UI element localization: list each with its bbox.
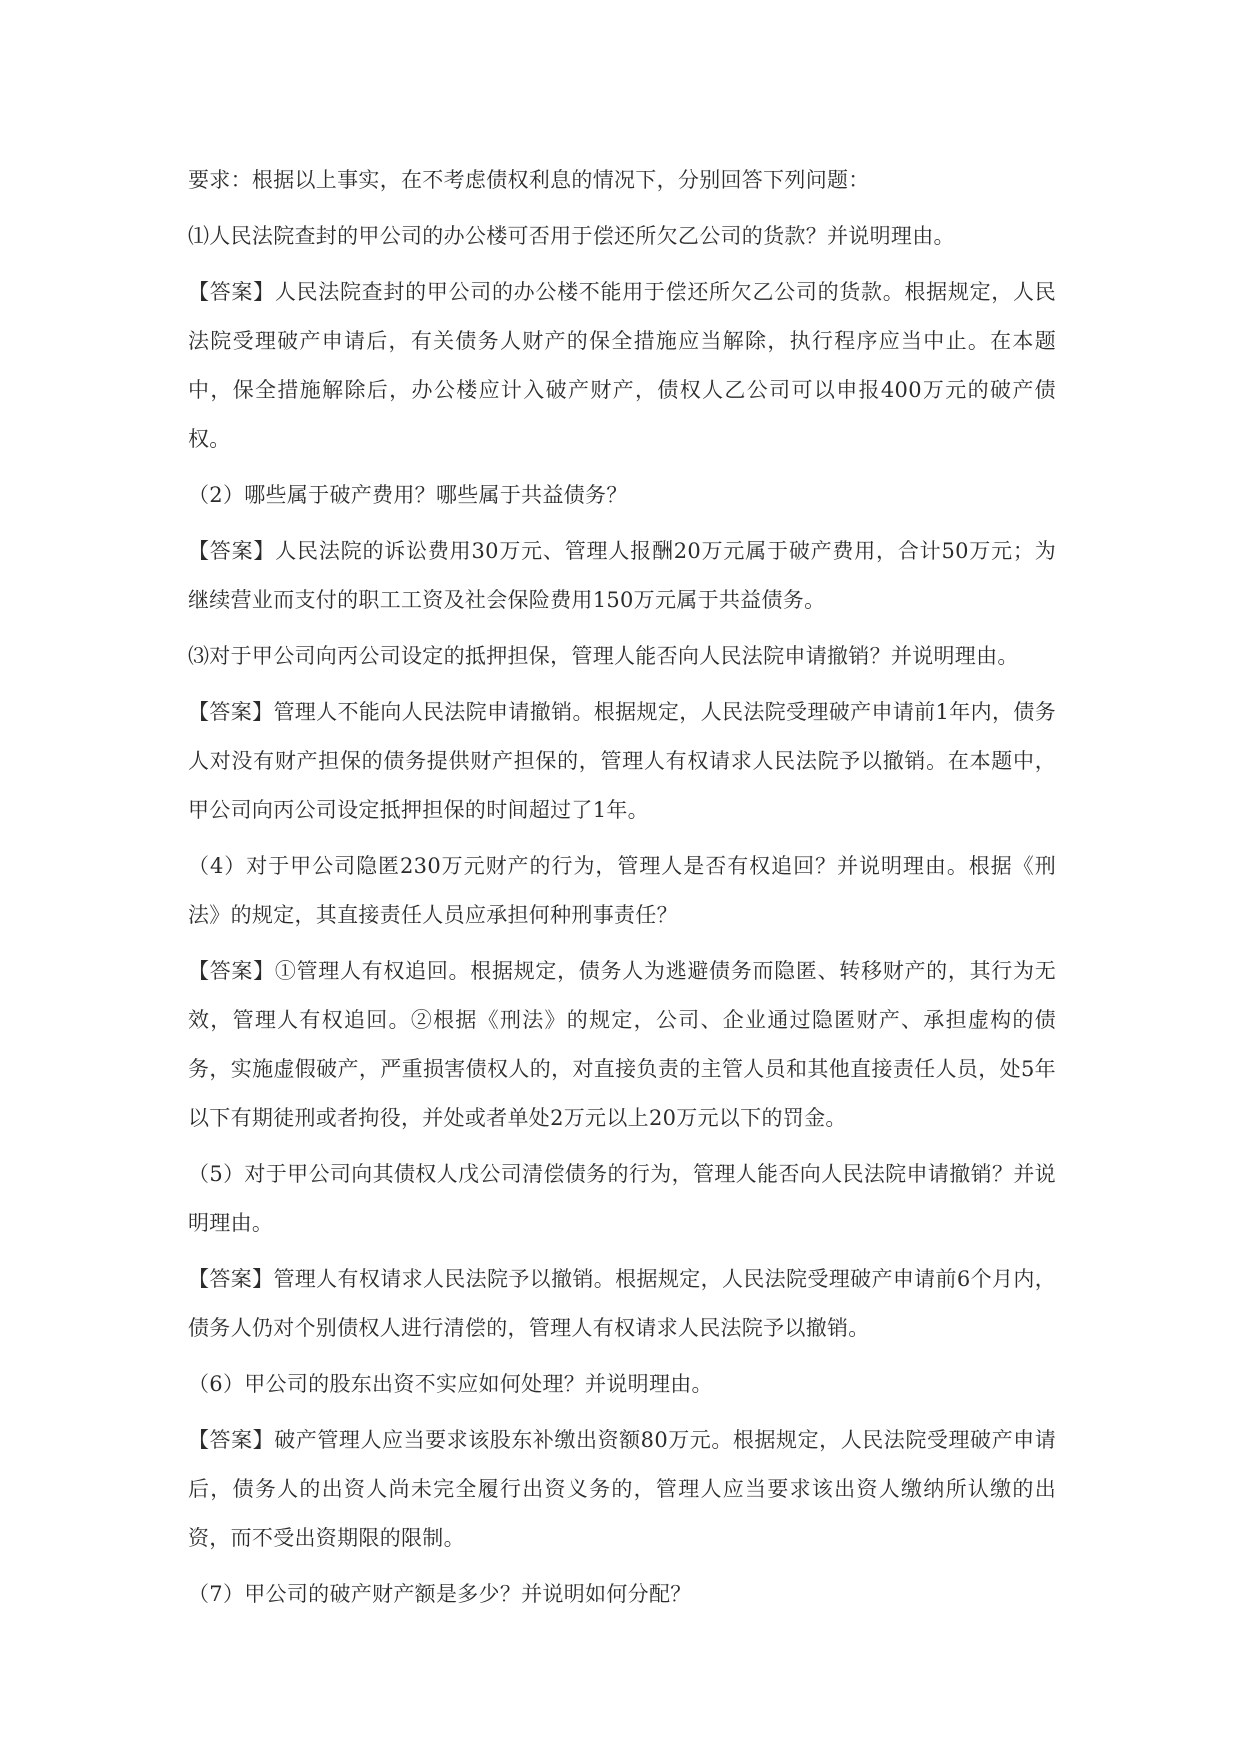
answer-tag: 【答案】	[188, 700, 274, 724]
answer-text: 管理人不能向人民法院申请撤销。根据规定，人民法院受理破产申请前1年内，债务人对没有财产担保的债务提供财产担保的，管理人有权请求人民法院予以撤销。在本题中，甲公司向丙公司设定抵押担保的时间超过了1年。	[188, 700, 1056, 822]
question-3: ⑶对于甲公司向丙公司设定的抵押担保，管理人能否向人民法院申请撤销？并说明理由。	[188, 644, 1019, 668]
answer-text: ①管理人有权追回。根据规定，债务人为逃避债务而隐匿、转移财产的，其行为无效，管理人有权追回。②根据《刑法》的规定，公司、企业通过隐匿财产、承担虚构的债务，实施虚假破产，严重损害债权人的，对直接负责的主管人员和其他直接责任人员，处5年以下有期徒刑或者拘役，并处或者单处2万元以上20万元以下的罚金。	[188, 959, 1056, 1130]
question-7: （7）甲公司的破产财产额是多少？并说明如何分配？	[188, 1582, 692, 1606]
question-1: ⑴人民法院查封的甲公司的办公楼可否用于偿还所欠乙公司的货款？并说明理由。	[188, 224, 955, 248]
answer-5	[188, 1255, 1056, 1353]
answer-text: 破产管理人应当要求该股东补缴出资额80万元。根据规定，人民法院受理破产申请后，债务人的出资人尚未完全履行出资义务的，管理人应当要求该出资人缴纳所认缴的出资，而不受出资期限的限制。	[188, 1428, 1056, 1550]
answer-text: 人民法院的诉讼费用30万元、管理人报酬20万元属于破产费用，合计50万元；为继续营业而支付的职工工资及社会保险费用150万元属于共益债务。	[188, 539, 1057, 612]
answer-tag: 【答案】	[188, 280, 275, 304]
question-5: （5）对于甲公司向其债权人戊公司清偿债务的行为，管理人能否向人民法院申请撤销？并说明理由。	[188, 1162, 1056, 1235]
document-page	[188, 156, 1056, 1626]
answer-6	[188, 1416, 1056, 1563]
question-4: （4）对于甲公司隐匿230万元财产的行为，管理人是否有权追回？并说明理由。根据《刑法》的规定，其直接责任人员应承担何种刑事责任？	[188, 854, 1056, 927]
answer-1	[188, 268, 1056, 464]
answer-3	[188, 688, 1056, 835]
answer-text: 人民法院查封的甲公司的办公楼不能用于偿还所欠乙公司的货款。根据规定，人民法院受理破产申请后，有关债务人财产的保全措施应当解除，执行程序应当中止。在本题中，保全措施解除后，办公楼应计入破产财产，债权人乙公司可以申报400万元的破产债权。	[188, 280, 1056, 451]
answer-text: 管理人有权请求人民法院予以撤销。根据规定，人民法院受理破产申请前6个月内，债务人仍对个别债权人进行清偿的，管理人有权请求人民法院予以撤销。	[188, 1267, 1056, 1340]
answer-tag: 【答案】	[188, 1428, 275, 1452]
question-6: （6）甲公司的股东出资不实应如何处理？并说明理由。	[188, 1372, 713, 1396]
question-2: （2）哪些属于破产费用？哪些属于共益债务？	[188, 483, 628, 507]
answer-tag: 【答案】	[188, 959, 275, 983]
answer-tag: 【答案】	[188, 1267, 274, 1291]
answer-2	[188, 527, 1056, 625]
answer-4	[188, 947, 1056, 1143]
intro-text: 要求：根据以上事实，在不考虑债权利息的情况下，分别回答下列问题：	[188, 168, 870, 192]
answer-tag: 【答案】	[188, 539, 276, 563]
